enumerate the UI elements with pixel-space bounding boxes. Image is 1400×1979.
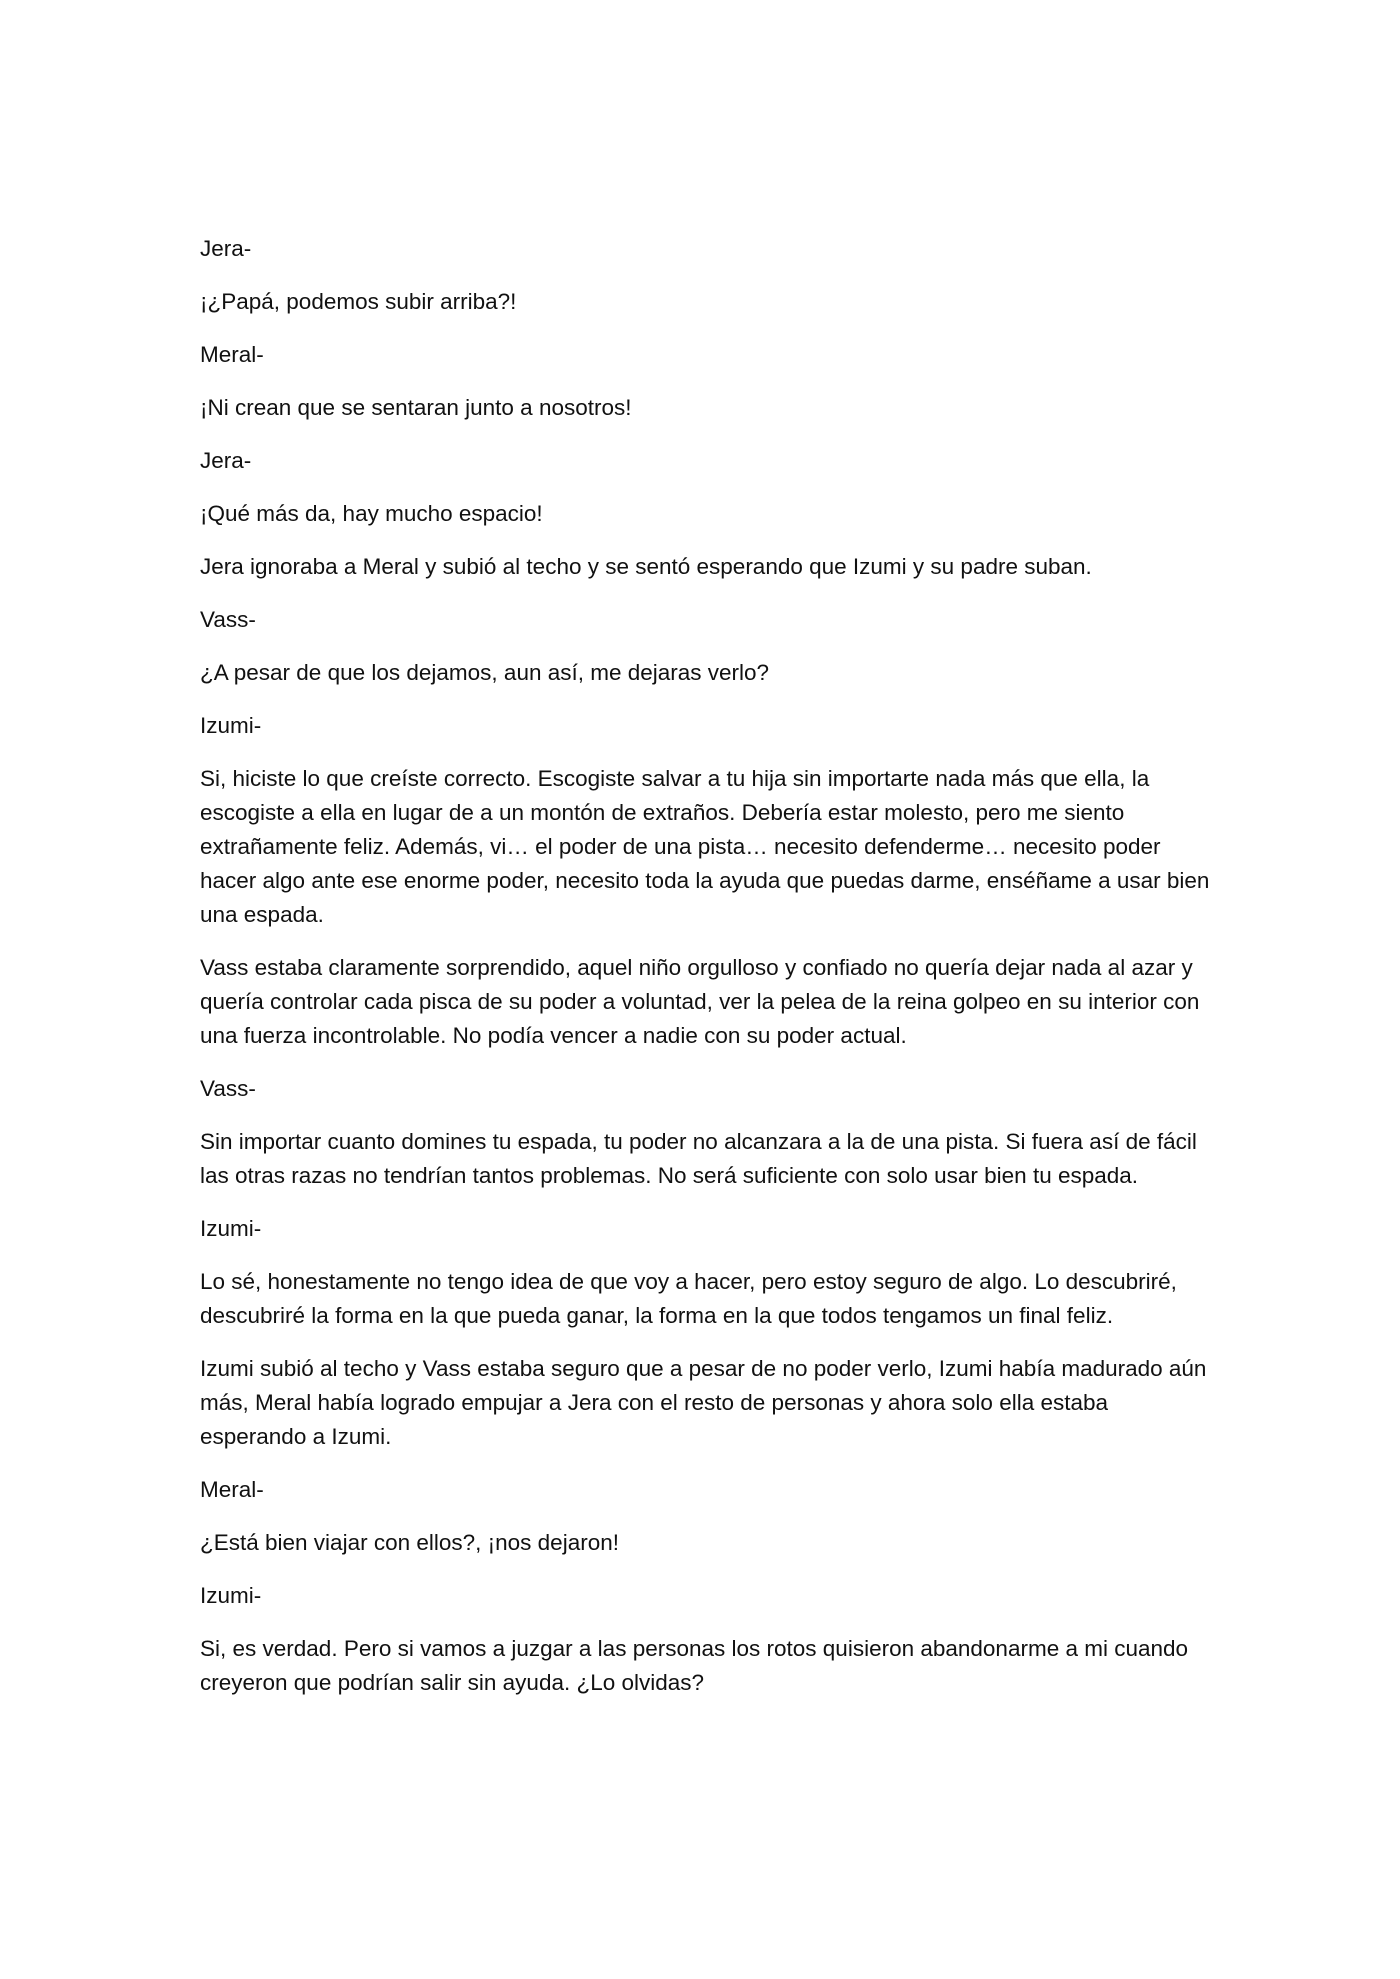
speaker-label: Izumi- [200,713,262,738]
narration-paragraph: Vass estaba claramente sorprendido, aquel niño orgulloso y confiado no quería dejar nada al azar y quería controlar cada pisca de su poder a voluntad, ver la pelea de la reina golpeo en su interior con una fuerza incontrolable. No podía vencer a nadie con su poder actual. [200,955,1200,1048]
speaker-label: Meral- [200,342,264,367]
speaker-label: Jera- [200,448,252,473]
speaker-label: Izumi- [200,1216,262,1241]
dialogue-line: Si, hiciste lo que creíste correcto. Escogiste salvar a tu hija sin importarte nada más que ella, la escogiste a ella en lugar de a un montón de extraños. Debería estar molesto, pero me siento extrañamente feliz. Además, vi… el poder de una pista… necesito defenderme… necesito poder hacer algo ante ese enorme poder, necesito toda la ayuda que puedas darme, enséñame a usar bien una espada. [200,766,1210,927]
dialogue-line: Lo sé, honestamente no tengo idea de que voy a hacer, pero estoy seguro de algo. Lo descubriré, descubriré la forma en la que pueda ganar, la forma en la que todos tengamos un final feliz. [200,1269,1177,1328]
dialogue-line: Si, es verdad. Pero si vamos a juzgar a las personas los rotos quisieron abandonarme a mi cuando creyeron que podrían salir sin ayuda. ¿Lo olvidas? [200,1636,1189,1695]
speaker-label: Vass- [200,1076,256,1101]
dialogue-line: ¡Ni crean que se sentaran junto a nosotros! [200,395,632,420]
speaker-label: Vass- [200,607,256,632]
narration-paragraph: Izumi subió al techo y Vass estaba seguro que a pesar de no poder verlo, Izumi había madurado aún más, Meral había logrado empujar a Jera con el resto de personas y ahora solo ella estaba esperando a Izumi. [200,1356,1207,1449]
speaker-label: Meral- [200,1477,264,1502]
dialogue-line: ¿A pesar de que los dejamos, aun así, me dejaras verlo? [200,660,770,685]
narration-paragraph: Jera ignoraba a Meral y subió al techo y se sentó esperando que Izumi y su padre suban. [200,554,1092,579]
document-page [200,232,1210,1719]
dialogue-line: ¡¿Papá, podemos subir arriba?! [200,289,517,314]
speaker-label: Izumi- [200,1583,262,1608]
dialogue-line: Sin importar cuanto domines tu espada, tu poder no alcanzara a la de una pista. Si fuera así de fácil las otras razas no tendrían tantos problemas. No será suficiente con solo usar bien tu espada. [200,1129,1197,1188]
dialogue-line: ¡Qué más da, hay mucho espacio! [200,501,543,526]
dialogue-line: ¿Está bien viajar con ellos?, ¡nos dejaron! [200,1530,619,1555]
speaker-label: Jera- [200,236,252,261]
